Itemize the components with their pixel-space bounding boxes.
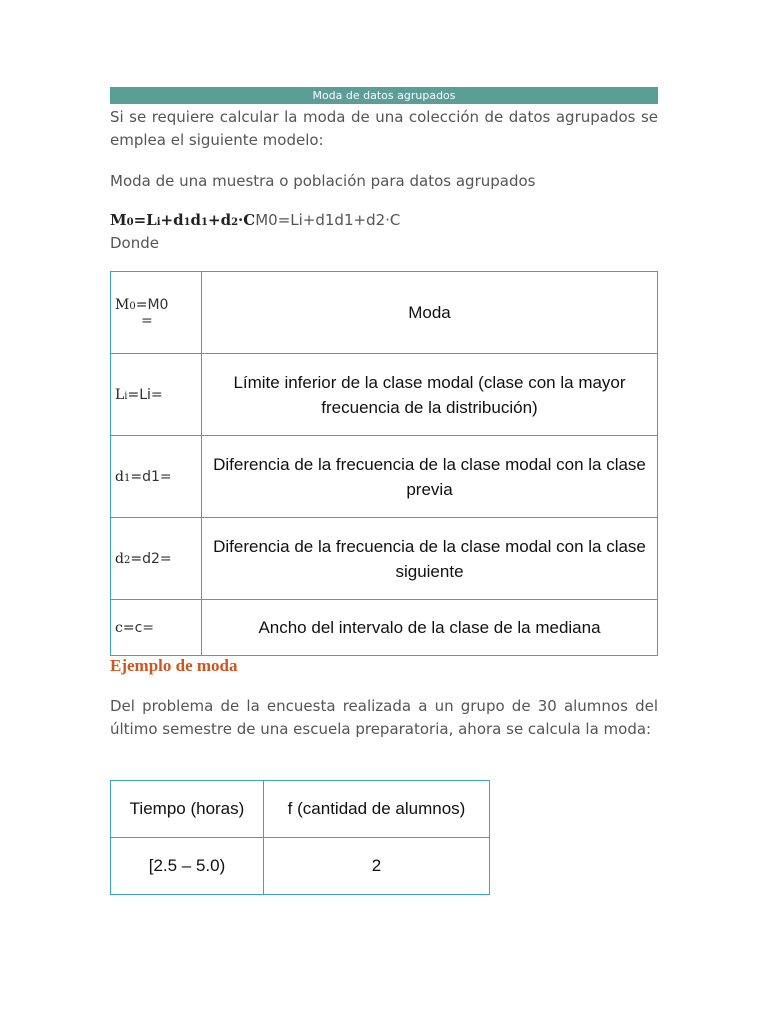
symbol-cell: c=c= <box>111 600 202 656</box>
table-row <box>111 838 490 895</box>
example-paragraph: Del problema de la encuesta realizada a un grupo de 30 alumnos del último semestre de una escuela preparatoria, ahora se calcula la moda: <box>110 697 658 738</box>
table-row <box>111 518 658 600</box>
symbol-cell: Li=Li= <box>111 354 202 436</box>
column-header: f (cantidad de alumnos) <box>264 781 490 838</box>
section-banner: Moda de datos agrupados <box>110 87 658 104</box>
example-heading: Ejemplo de moda <box>110 656 238 675</box>
description-cell: Diferencia de la frecuencia de la clase modal con la clase siguiente <box>202 518 658 600</box>
description-cell: Límite inferior de la clase modal (clase con la mayor frecuencia de la distribución) <box>202 354 658 436</box>
formula-rendered: M0=Li+d1d1+d2·C <box>110 211 256 229</box>
symbol-cell: d2=d2= <box>111 518 202 600</box>
description-cell: Moda <box>202 272 658 354</box>
description-cell: Ancho del intervalo de la clase de la mediana <box>202 600 658 656</box>
table-cell: 2 <box>264 838 490 895</box>
donde-label: Donde <box>110 234 159 252</box>
frequency-table <box>110 780 490 895</box>
description-cell: Diferencia de la frecuencia de la clase modal con la clase previa <box>202 436 658 518</box>
intro-paragraph: Si se requiere calcular la moda de una colección de datos agrupados se emplea el siguiente modelo: <box>110 108 658 149</box>
symbol-cell: d1=d1= <box>111 436 202 518</box>
formula-line <box>110 209 658 234</box>
symbol-cell: M0=M0 = <box>111 272 202 354</box>
definitions-table <box>110 271 658 656</box>
table-cell: [2.5 – 5.0) <box>111 838 264 895</box>
sample-line: Moda de una muestra o población para datos agrupados <box>110 172 536 190</box>
table-row <box>111 436 658 518</box>
table-header-row <box>111 781 490 838</box>
table-row <box>111 272 658 354</box>
table-row <box>111 354 658 436</box>
formula-plain: M0=Li+d1d1+d2·C <box>255 211 401 229</box>
table-row <box>111 600 658 656</box>
column-header: Tiempo (horas) <box>111 781 264 838</box>
